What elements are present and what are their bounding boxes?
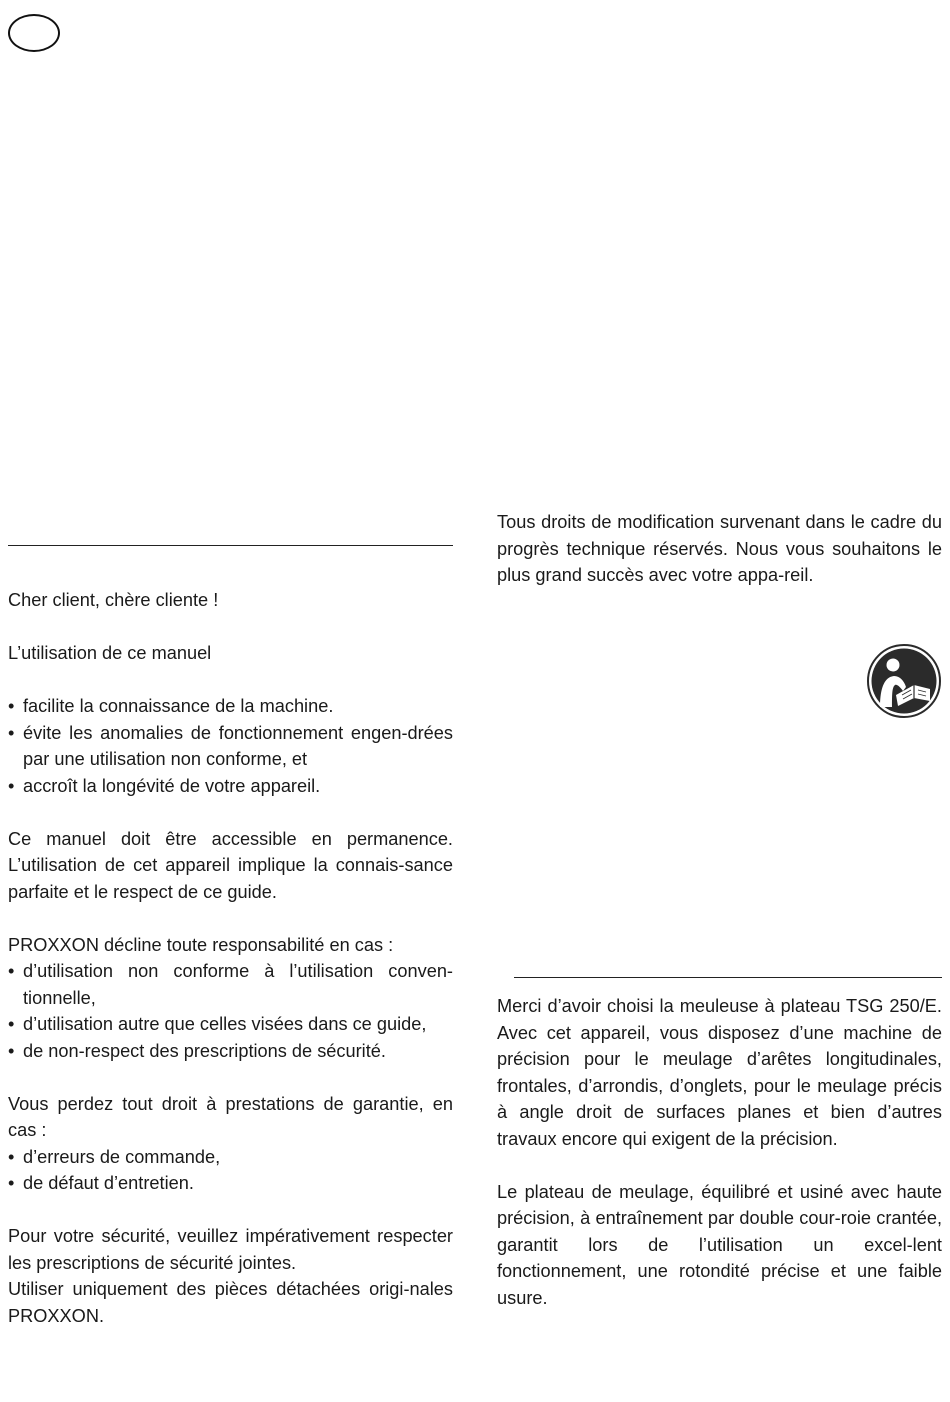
right-column-top [497,509,942,589]
list-item: • accroît la longévité de votre appareil. [8,773,453,800]
manual-intro: L’utilisation de ce manuel [8,643,212,663]
section-divider-right [514,977,942,978]
warranty-list [8,1144,453,1197]
greeting: Cher client, chère cliente ! [8,590,219,610]
language-oval-icon [8,14,60,52]
list-item: • facilite la connaissance de la machine. [8,693,453,720]
right-column-bottom [497,993,942,1311]
left-column [8,587,453,1329]
liability-list [8,958,453,1064]
list-item: • d’utilisation non conforme à l’utilisation conven-tionnelle, [8,958,453,1011]
access-paragraph: Ce manuel doit être accessible en permanence. L’utilisation de cet appareil implique la connais-sance parfaite et le respect de ce guide. [8,828,453,902]
list-item: • d’utilisation autre que celles visées dans ce guide, [8,1011,453,1038]
spare-parts-paragraph: Utiliser uniquement des pièces détachées origi-nales PROXXON. [8,1279,453,1326]
description-paragraph-2: Le plateau de meulage, équilibré et usiné avec haute précision, à entraînement par double cour-roie crantée, garantit lors de l’utilisation un excel-lent fonctionnement, une rotondité précise et une faible usure. [497,1181,942,1308]
description-paragraph-1: Merci d’avoir choisi la meuleuse à plateau TSG 250/E. Avec cet appareil, vous disposez d’une machine de précision pour le meulage d’arêtes longitudinales, frontales, d’arrondis, d’onglets, pour le meulage précis à angle droit de surfaces planes et bien d’autres travaux encore qui exigent de la précision. [497,996,942,1149]
benefits-list [8,693,453,799]
list-item: • de défaut d’entretien. [8,1170,453,1197]
section-divider-left [8,545,453,546]
list-item: • d’erreurs de commande, [8,1144,453,1171]
warranty-intro: Vous perdez tout droit à prestations de garantie, en cas : [8,1093,453,1140]
rights-paragraph: Tous droits de modification survenant dans le cadre du progrès technique réservés. Nous vous souhaitons le plus grand succès avec votre appa-reil. [497,512,942,585]
liability-intro: PROXXON décline toute responsabilité en cas : [8,934,394,955]
list-item: • de non-respect des prescriptions de sécurité. [8,1038,453,1065]
read-manual-icon [866,643,942,719]
safety-paragraph: Pour votre sécurité, veuillez impérativement respecter les prescriptions de sécurité jointes. [8,1226,453,1273]
list-item: • évite les anomalies de fonctionnement engen-drées par une utilisation non conforme, et [8,720,453,773]
